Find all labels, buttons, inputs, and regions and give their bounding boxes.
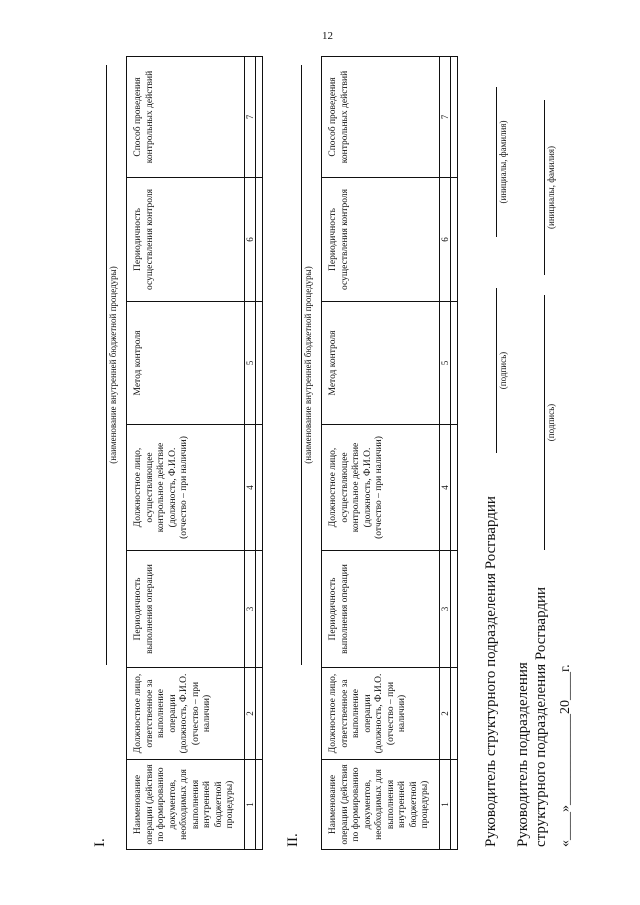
- header-cell: Должностное лицо, осуществляющее контрольное действие (должность, Ф.И.О. (отчество – при наличии): [322, 425, 440, 551]
- empty-cell: [451, 551, 458, 668]
- empty-cell: [256, 425, 263, 551]
- empty-cell: [451, 178, 458, 302]
- header-cell: Периодичность осуществления контроля: [322, 178, 440, 302]
- table-number-row: [440, 57, 451, 850]
- empty-cell: [256, 551, 263, 668]
- empty-cell: [256, 668, 263, 760]
- unit-head-label-line1: Руководитель подразделения: [515, 662, 531, 847]
- empty-cell: [451, 425, 458, 551]
- head-name-line: [496, 87, 497, 237]
- section-2-table: [321, 56, 458, 850]
- column-number: 4: [245, 425, 256, 551]
- unit-name-line: [544, 100, 545, 275]
- table-empty-row: [451, 57, 458, 850]
- column-number: 5: [245, 302, 256, 425]
- date-line: «____»_____________20____г.: [558, 664, 573, 847]
- unit-name-hint: (инициалы, фамилия): [546, 146, 556, 229]
- empty-cell: [256, 57, 263, 178]
- unit-signature-line: [544, 295, 545, 550]
- head-name-hint: (инициалы, фамилия): [498, 120, 508, 204]
- empty-cell: [451, 760, 458, 850]
- header-cell: Должностное лицо, осуществляющее контрольное действие (должность, Ф.И.О. (отчество – при наличии): [127, 425, 245, 551]
- table-header-row: [127, 57, 245, 850]
- empty-cell: [256, 178, 263, 302]
- column-number: 2: [440, 668, 451, 760]
- header-cell: Должностное лицо, ответственное за выполнение операции (должность, Ф.И.О. (отчество – при наличии): [127, 668, 245, 760]
- empty-cell: [451, 302, 458, 425]
- empty-cell: [451, 668, 458, 760]
- column-number: 4: [440, 425, 451, 551]
- header-cell: Периодичность выполнения операции: [322, 551, 440, 668]
- section-2-label: II.: [285, 833, 301, 847]
- column-number: 2: [245, 668, 256, 760]
- header-cell: Наименование операции (действия по формированию документов, необходимых для выполнения внутренней бюджетной процедуры): [322, 760, 440, 850]
- header-cell: Способ проведения контрольных действий: [322, 57, 440, 178]
- head-sign-hint: (подпись): [498, 351, 508, 390]
- empty-cell: [451, 57, 458, 178]
- section-1-table: [126, 56, 263, 850]
- section-2-caption: (наименование внутренней бюджетной процедуры): [303, 266, 313, 464]
- header-cell: Должностное лицо, ответственное за выполнение операции (должность, Ф.И.О. (отчество – при наличии): [322, 668, 440, 760]
- header-cell: Метод контроля: [322, 302, 440, 425]
- table-header-row: [322, 57, 440, 850]
- header-cell: Периодичность осуществления контроля: [127, 178, 245, 302]
- section-1-procedure-line: [106, 65, 107, 665]
- unit-sign-hint: (подпись): [546, 403, 556, 442]
- table-empty-row: [256, 57, 263, 850]
- page-number: 12: [322, 30, 333, 42]
- column-number: 6: [440, 178, 451, 302]
- column-number: 7: [245, 57, 256, 178]
- section-1-label: I.: [92, 838, 108, 847]
- section-2-procedure-line: [301, 65, 302, 665]
- head-signature-line: [496, 288, 497, 453]
- column-number: 3: [440, 551, 451, 668]
- column-number: 1: [245, 760, 256, 850]
- empty-cell: [256, 760, 263, 850]
- column-number: 5: [440, 302, 451, 425]
- table-number-row: [245, 57, 256, 850]
- unit-head-label-line2: структурного подразделения Росгвардии: [533, 586, 549, 847]
- column-number: 6: [245, 178, 256, 302]
- empty-cell: [256, 302, 263, 425]
- head-signature-label: Руководитель структурного подразделения Росгвардии: [483, 496, 499, 847]
- section-1-caption: (наименование внутренней бюджетной процедуры): [108, 266, 118, 464]
- header-cell: Наименование операции (действия по формированию документов, необходимых для выполнения внутренней бюджетной процедуры): [127, 760, 245, 850]
- column-number: 3: [245, 551, 256, 668]
- header-cell: Способ проведения контрольных действий: [127, 57, 245, 178]
- column-number: 1: [440, 760, 451, 850]
- header-cell: Метод контроля: [127, 302, 245, 425]
- header-cell: Периодичность выполнения операции: [127, 551, 245, 668]
- column-number: 7: [440, 57, 451, 178]
